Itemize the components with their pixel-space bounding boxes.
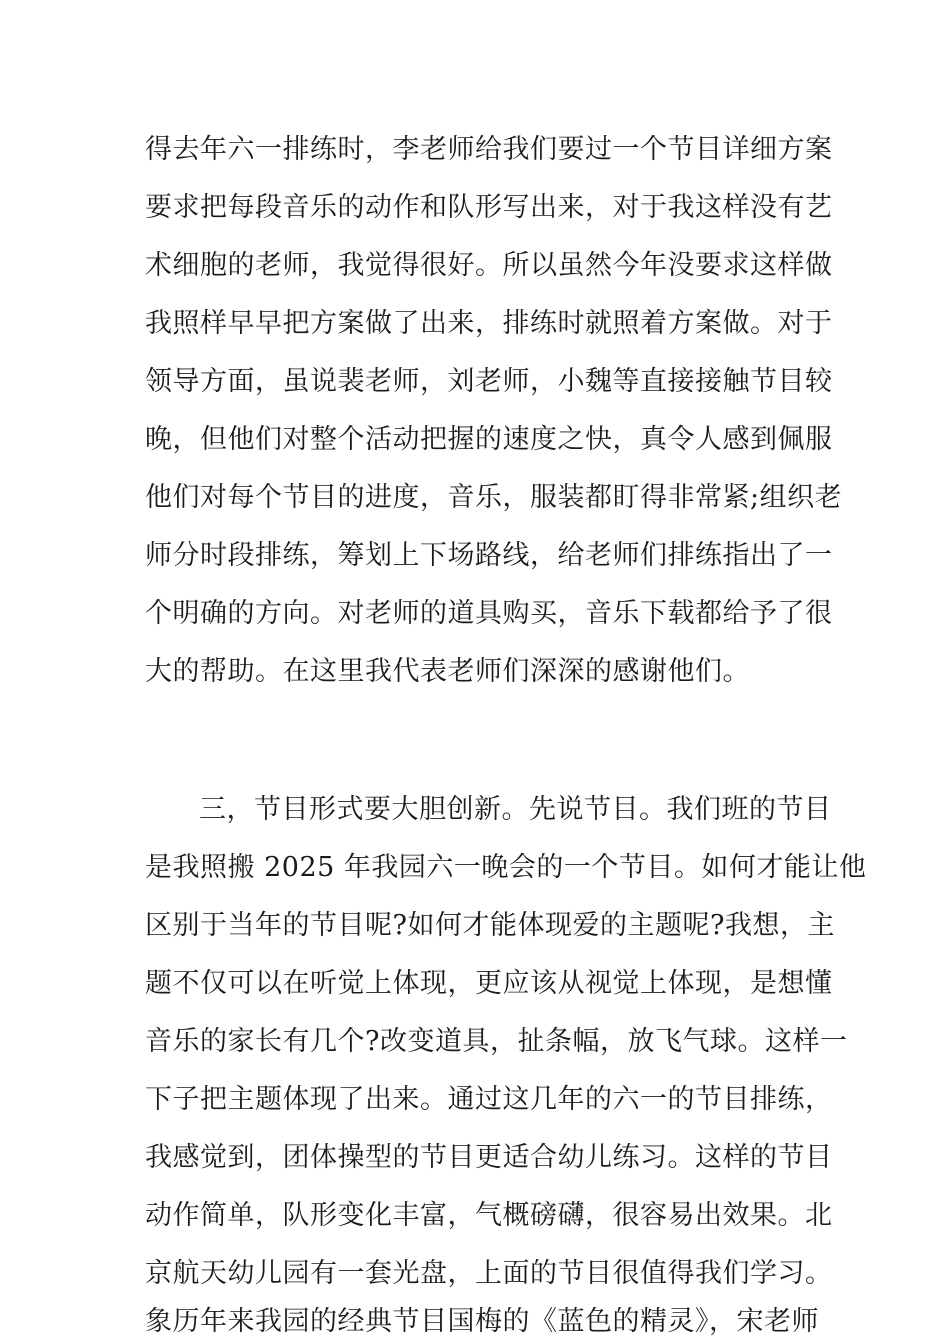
paragraph-2-line-6: 下子把主题体现了出来。通过这几年的六一的节目排练， <box>145 1084 833 1115</box>
paragraph-1-line-3: 术细胞的老师，我觉得很好。所以虽然今年没要求这样做 <box>145 250 833 281</box>
paragraph-2-line-1: 三，节目形式要大胆创新。先说节目。我们班的节目 <box>199 794 832 825</box>
paragraph-2-line-8: 动作简单，队形变化丰富，气概磅礴，很容易出效果。北 <box>145 1200 833 1231</box>
paragraph-1-line-1: 得去年六一排练时，李老师给我们要过一个节目详细方案 <box>145 134 833 165</box>
paragraph-2-line-9: 京航天幼儿园有一套光盘，上面的节目很值得我们学习。 <box>145 1258 833 1289</box>
paragraph-1-line-9: 个明确的方向。对老师的道具购买，音乐下载都给予了很 <box>145 598 833 629</box>
paragraph-2-line-10: 象历年来我园的经典节目国梅的《蓝色的精灵》，宋老师 <box>145 1306 819 1337</box>
paragraph-2-line-4: 题不仅可以在听觉上体现，更应该从视觉上体现，是想懂 <box>145 968 833 999</box>
paragraph-2-line-2: 是我照搬 2025 年我园六一晚会的一个节目。如何才能让他 <box>145 852 867 883</box>
paragraph-1-line-10: 大的帮助。在这里我代表老师们深深的感谢他们。 <box>145 656 750 687</box>
paragraph-1-line-8: 师分时段排练，筹划上下场路线，给老师们排练指出了一 <box>145 540 833 571</box>
paragraph-1-line-2: 要求把每段音乐的动作和队形写出来，对于我这样没有艺 <box>145 192 833 223</box>
paragraph-2-line-7: 我感觉到，团体操型的节目更适合幼儿练习。这样的节目 <box>145 1142 833 1173</box>
paragraph-2-line-3: 区别于当年的节目呢?如何才能体现爱的主题呢?我想，主 <box>145 910 835 941</box>
paragraph-2-line-5: 音乐的家长有几个?改变道具，扯条幅，放飞气球。这样一 <box>145 1026 848 1057</box>
paragraph-1-line-5: 领导方面，虽说裴老师，刘老师，小魏等直接接触节目较 <box>145 366 833 397</box>
paragraph-1-line-4: 我照样早早把方案做了出来，排练时就照着方案做。对于 <box>145 308 833 339</box>
paragraph-1-line-6: 晚，但他们对整个活动把握的速度之快，真令人感到佩服 <box>145 424 833 455</box>
paragraph-1-line-7: 他们对每个节目的进度，音乐，服装都盯得非常紧;组织老 <box>145 482 843 513</box>
